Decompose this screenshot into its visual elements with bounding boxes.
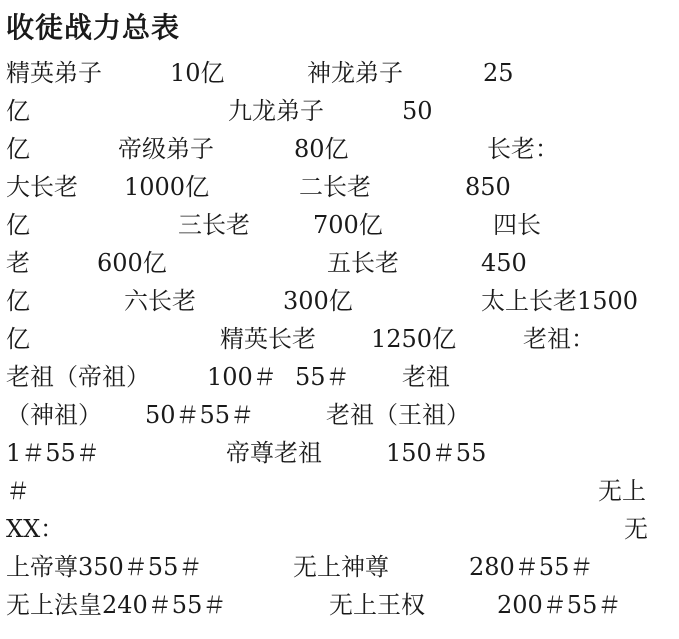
text-line-2 xyxy=(0,93,679,129)
text-segment: 50＃55＃ xyxy=(145,401,255,429)
text-segment: 1000亿 xyxy=(124,173,210,201)
text-segment: 1250亿 xyxy=(371,325,457,353)
text-segment: 100＃ xyxy=(207,363,277,391)
text-segment: ＃ xyxy=(6,477,30,505)
text-segment: 老祖（帝祖） xyxy=(6,363,150,391)
text-segment: 700亿 xyxy=(313,211,383,239)
text-line-10 xyxy=(0,397,679,433)
text-segment: 亿 xyxy=(6,325,30,353)
text-segment: 10亿 xyxy=(170,59,225,87)
text-line-4 xyxy=(0,169,679,205)
text-segment: 80亿 xyxy=(294,135,349,163)
text-segment: 三长老 xyxy=(178,211,250,239)
text-segment: 200＃55＃ xyxy=(497,591,622,619)
text-segment: 帝尊老祖 xyxy=(226,439,322,467)
text-segment: 150＃55 xyxy=(386,439,487,467)
text-segment: （神祖） xyxy=(6,401,102,429)
text-segment: 亿 xyxy=(6,211,30,239)
text-segment: 亿 xyxy=(6,287,30,315)
text-segment: 六长老 xyxy=(124,287,196,315)
text-line-15 xyxy=(0,587,679,623)
text-line-3 xyxy=(0,131,679,167)
text-segment: 五长老 xyxy=(327,249,399,277)
text-segment: 无上法皇240＃55＃ xyxy=(6,591,227,619)
text-line-14 xyxy=(0,549,679,585)
text-segment: 上帝尊350＃55＃ xyxy=(6,553,203,581)
text-segment: XX： xyxy=(6,515,65,543)
text-segment: 二长老 xyxy=(299,173,371,201)
text-segment: 1＃55＃ xyxy=(6,439,100,467)
text-segment: 50 xyxy=(402,97,433,125)
text-segment: 300亿 xyxy=(283,287,353,315)
text-segment: 无上 xyxy=(598,477,646,505)
text-segment: 无上王权 xyxy=(329,591,425,619)
text-segment: 四长 xyxy=(493,211,541,239)
text-segment: 神龙弟子 xyxy=(307,59,403,87)
text-segment: 850 xyxy=(465,173,511,201)
text-line-6 xyxy=(0,245,679,281)
text-segment: 太上长老1500 xyxy=(481,287,639,315)
text-line-5 xyxy=(0,207,679,243)
text-segment: 大长老 xyxy=(6,173,78,201)
text-segment: 600亿 xyxy=(97,249,167,277)
text-segment: 25 xyxy=(483,59,514,87)
text-line-11 xyxy=(0,435,679,471)
document-title: 收徒战力总表 xyxy=(6,11,181,44)
text-line-13 xyxy=(0,511,679,547)
text-segment: 老 xyxy=(6,249,30,277)
text-line-12 xyxy=(0,473,679,509)
text-segment: 长老： xyxy=(487,135,559,163)
text-segment: 280＃55＃ xyxy=(469,553,594,581)
text-segment: 老祖 xyxy=(402,363,450,391)
text-segment: 老祖（王祖） xyxy=(326,401,470,429)
text-segment: 亿 xyxy=(6,135,30,163)
text-segment: 无上神尊 xyxy=(293,553,389,581)
text-segment: 亿 xyxy=(6,97,30,125)
text-segment: 精英弟子 xyxy=(6,59,102,87)
text-line-1 xyxy=(0,55,679,91)
text-segment: 55＃ xyxy=(295,363,350,391)
text-line-7 xyxy=(0,283,679,319)
text-segment: 精英长老 xyxy=(220,325,316,353)
text-segment: 帝级弟子 xyxy=(118,135,214,163)
text-segment: 老祖： xyxy=(523,325,595,353)
text-segment: 450 xyxy=(481,249,527,277)
text-line-9 xyxy=(0,359,679,395)
text-line-8 xyxy=(0,321,679,357)
text-segment: 九龙弟子 xyxy=(228,97,324,125)
text-segment: 无 xyxy=(624,515,648,543)
